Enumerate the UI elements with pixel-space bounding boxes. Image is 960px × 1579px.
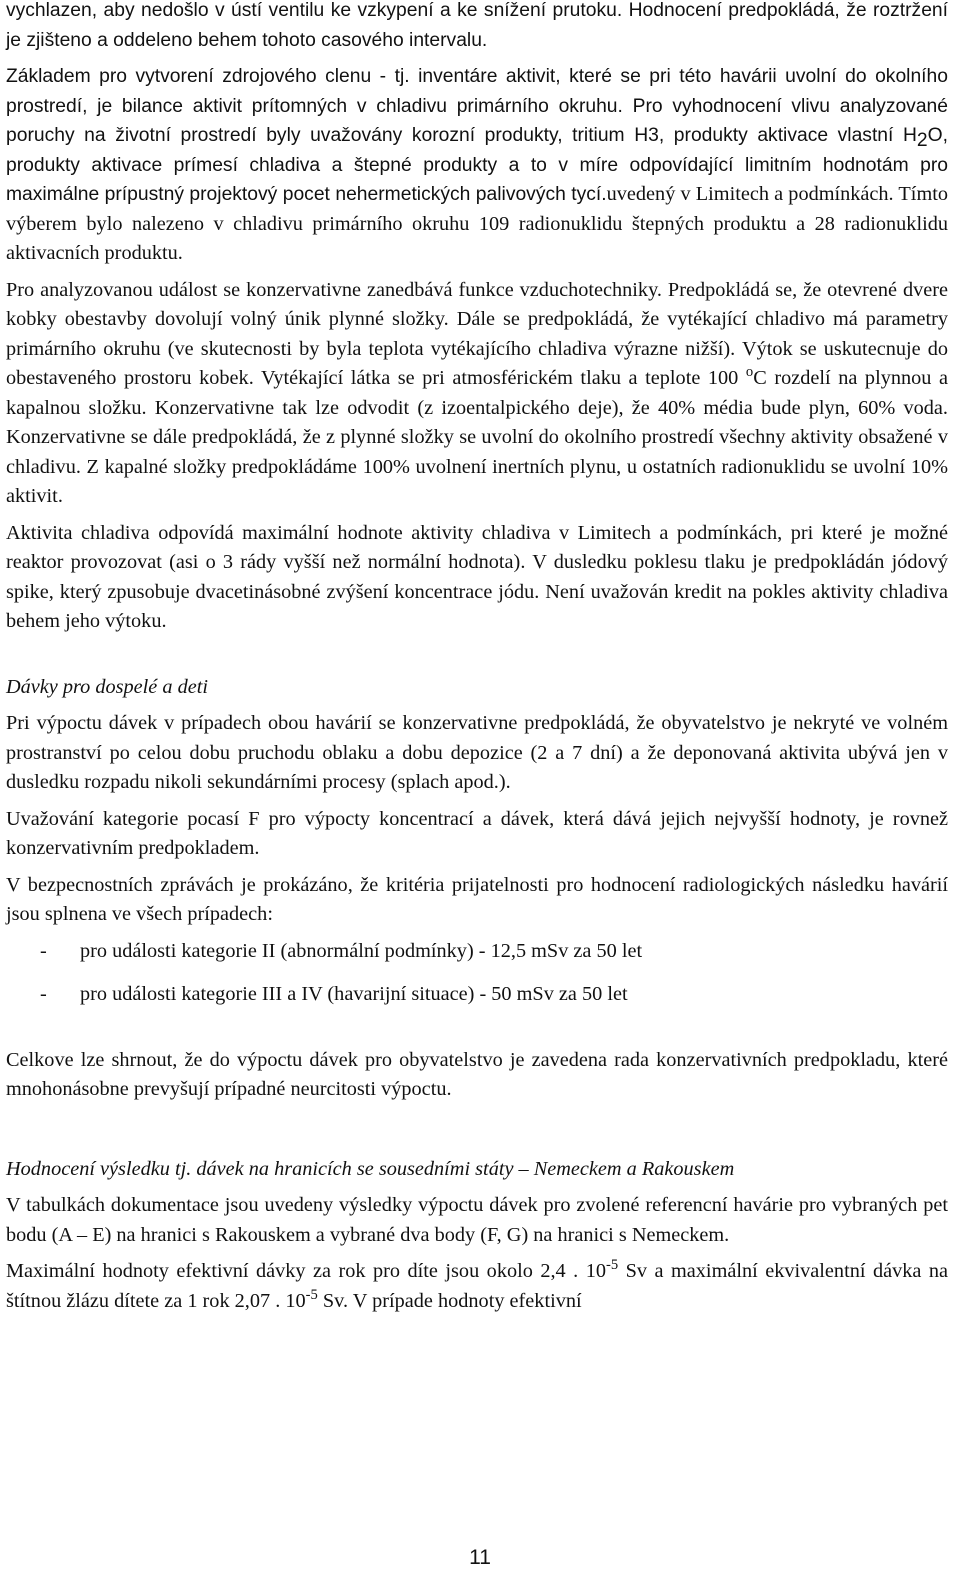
list-item (6, 937, 948, 967)
paragraph-weather-category: Uvažování kategorie pocasí F pro výpocty koncentrací a dávek, která dává jejich nejvyšší hodnoty, je rovnež konzervativním predpokladem. (6, 807, 948, 859)
paragraph-conservative-assumptions (6, 276, 948, 512)
superscript-degree: o (745, 364, 754, 381)
list-item-text: pro události kategorie II (abnormální podmínky) - 12,5 mSv za 50 let (80, 939, 643, 962)
superscript-exponent: -5 (305, 1286, 318, 1303)
list-item (6, 980, 948, 1010)
paragraph-conservative-part1: Pro analyzovanou událost se konzervativne zanedbává funkce vzduchotechniky. Predpokládá se, že otevrené dvere kobky obestavby dovolují volný únik plynné složky. Dále se predpokládá, že vytékající chladivo má parametry primárního okruhu (ve skutecnosti by byla teplota vytékajícího chladiva výrazne nižší). Výtok se uskutecnuje do obestaveného prostoru kobek. Vytékající látka se pri atmosférickém tlaku a teplote 100 (6, 278, 948, 389)
paragraph-tables-results: V tabulkách dokumentace jsou uvedeny výsledky výpoctu dávek pro zvolené referencní havárie pro vybraných pet bodu (A – E) na hranici s Rakouskem a vybrané dva body (F, G) na hranici s Nemeckem. (6, 1194, 948, 1246)
list-item-text: pro události kategorie III a IV (havarijní situace) - 50 mSv za 50 let (80, 983, 628, 1005)
paragraph-source-term-part3: uvedený v Limitech a podmínkách. Tímto výberem bylo nalezeno v chladivu primárního okruhu 109 radionuklidu štepných produktu a 28 radionuklidu aktivacních produktu. (6, 183, 948, 264)
subscript-h2o: 2 (916, 130, 928, 152)
paragraph-safety-reports: V bezpecnostních zprávách je prokázáno, že kritéria prijatelnosti pro hodnocení radiologických následku havárií jsou splnena ve všech prípadech: (6, 873, 948, 925)
criteria-list (6, 937, 948, 1010)
heading-border-results: Hodnocení výsledku tj. dávek na hranicích se sousedními státy – Nemeckem a Rakouskem (6, 1157, 735, 1180)
paragraph-maximum-doses (6, 1257, 948, 1316)
paragraph-outflow-interval: vychlazen, aby nedošlo v ústí ventilu ke vzkypení a ke snížení prutoku. Hodnocení predpokládá, že roztržení je zjišteno a oddeleno behem tohoto casového intervalu. (6, 0, 948, 51)
superscript-exponent: -5 (606, 1257, 619, 1274)
paragraph-coolant-activity: Aktivita chladiva odpovídá maximální hodnote aktivity chladiva v Limitech a podmínkách, pri které je možné reaktor provozovat (asi o 3 rády vyšší než normální hodnota). V dusledku poklesu tlaku je predpokládán jódový spike, který zpusobuje dvacetinásobné zvýšení koncentrace jódu. Není uvažován kredit na pokles aktivity chladiva behem jeho výtoku. (6, 521, 948, 632)
paragraph-maximum-doses-part3: Sv. V prípade hodnoty efektivní (317, 1289, 582, 1312)
heading-doses-adults-children: Dávky pro dospelé a deti (6, 675, 209, 698)
paragraph-summary: Celkove lze shrnout, že do výpoctu dávek pro obyvatelstvo je zavedena rada konzervativních predpokladu, které mnohonásobne prevyšují prípadné neurcitosti výpoctu. (6, 1048, 948, 1100)
paragraph-source-term (6, 62, 948, 269)
list-dash: - (40, 939, 47, 962)
paragraph-maximum-doses-part2: Sv a maximální ekvivalentní dávka na štítnou žlázu dítete za 1 rok 2,07 . 10 (6, 1260, 948, 1312)
paragraph-maximum-doses-part1: Maximální hodnoty efektivní dávky za rok pro díte jsou okolo 2,4 . 10 (6, 1260, 606, 1282)
paragraph-source-term-part1: Základem pro vytvorení zdrojového clenu - tj. inventáre aktivit, které se pri této havárii uvolní do okolního prostredí, je bilance aktivit prítomných v chladivu primárního okruhu. Pro vyhodnocení vlivu analyzované poruchy na životní prostredí byly uvažovány korozní produkty, tritium H3, produkty aktivace vlastní H (6, 66, 948, 146)
list-dash: - (40, 983, 47, 1005)
document-body (6, 0, 948, 1316)
paragraph-dose-calculation: Pri výpoctu dávek v prípadech obou havárií se konzervativne predpokládá, že obyvatelstvo je nekryté ve volném prostranství po celou dobu pruchodu oblaku a dobu depozice (2 a 7 dní) a že deponovaná aktivita ubývá jen v dusledku rozpadu nikoli sekundárními procesy (splach apod.). (6, 712, 948, 793)
paragraph-source-term-part2: O, produkty aktivace prímesí chladiva a štepné produkty a to v míre odpovídající limitním hodnotám pro maximálne prípustný projektový pocet nehermetických palivových tycí. (6, 125, 948, 205)
page-number: 11 (469, 1546, 491, 1569)
paragraph-conservative-part2: C rozdelí na plynnou a kapalnou složku. Konzervativne tak lze odvodit (z izoentalpického deje), že 40% média bude plyn, 60% voda. Konzervativne se dále predpokládá, že z plynné složky se uvolní do okolního prostredí všechny aktivity obsažené v chladivu. Z kapalné složky predpokládáme 100% uvolnení inertních plynu, u ostatních radionuklidu se uvolní 10% aktivit. (6, 367, 948, 507)
